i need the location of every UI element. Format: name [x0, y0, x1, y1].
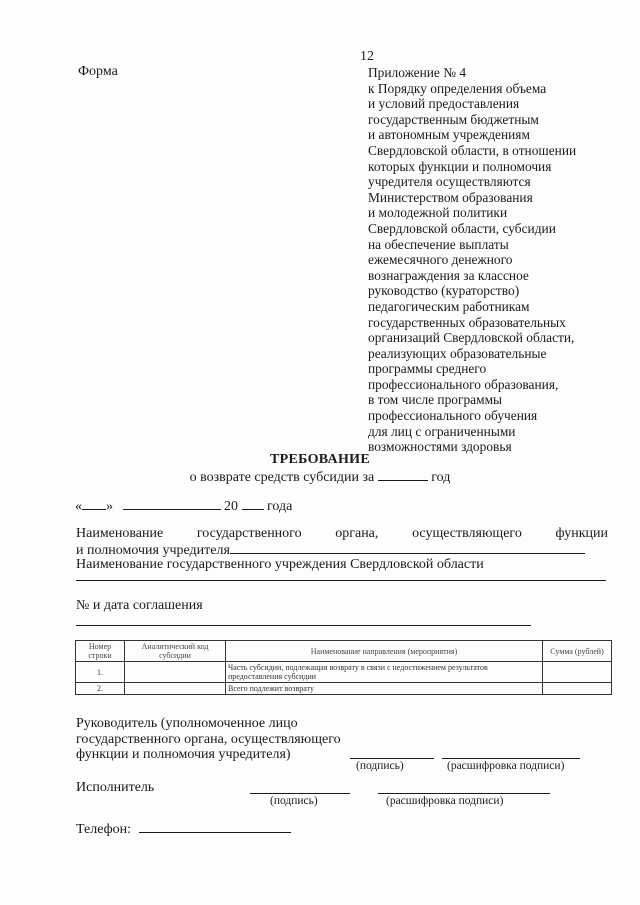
head-line: Руководитель (уполномоченное лицо: [76, 716, 298, 731]
org-continuation-text: и полномочия учредителя: [76, 543, 230, 558]
org-name-blank: [230, 541, 585, 554]
annex-line: для лиц с ограниченными: [368, 423, 516, 439]
agreement-line: [76, 625, 531, 626]
org-word: органа,: [335, 526, 379, 541]
day-blank: [82, 497, 106, 510]
annex-line: и условий предоставления: [368, 96, 520, 112]
head-line: функции и полномочия учредителя): [76, 747, 291, 762]
executor-signature-caption: (подпись): [270, 795, 318, 807]
year-suffix: года: [267, 499, 293, 514]
century-text: 20: [224, 499, 238, 514]
cell-sum: [543, 683, 612, 695]
page-number: 12: [360, 49, 374, 64]
cell-name: Всего подлежит возврату: [226, 683, 543, 695]
annex-block: [368, 65, 628, 455]
annex-line: в том числе программы: [368, 392, 503, 408]
annex-line: Министерством образования: [368, 189, 533, 205]
org-word: Наименование: [76, 526, 164, 541]
close-quote: »: [106, 499, 113, 514]
agreement-label: № и дата соглашения: [76, 598, 203, 613]
annex-line: организаций Свердловской области,: [368, 330, 575, 346]
annex-line: и молодежной политики: [368, 205, 508, 221]
annex-line: которых функции и полномочия: [368, 158, 552, 174]
col-header-sum: Сумма (рублей): [543, 641, 612, 662]
org-word: государственного: [196, 526, 302, 541]
head-signature-line: [350, 758, 434, 759]
year-digits-blank: [242, 497, 264, 510]
phone-label: Телефон:: [76, 822, 132, 837]
table-header-row: [76, 641, 612, 662]
annex-line: профессионального образования,: [368, 376, 559, 392]
table-row: [76, 662, 612, 683]
annex-line: государственным бюджетным: [368, 111, 539, 127]
executor-decoding-caption: (расшифровка подписи): [386, 795, 504, 807]
annex-line: программы среднего: [368, 361, 487, 377]
col-header-name: Наименование направления (мероприятия): [226, 641, 543, 662]
table-row: [76, 683, 612, 695]
head-block: [76, 716, 341, 763]
subtitle-prefix: о возврате средств субсидии за: [189, 470, 375, 485]
cell-number: 1.: [76, 662, 125, 683]
col-header-number: Номер строки: [76, 641, 125, 662]
cell-code: [125, 662, 226, 683]
annex-line: Свердловской области, субсидии: [368, 220, 556, 236]
institution-label: Наименование государственного учреждения Свердловской области: [76, 557, 484, 572]
executor-decoding-line: [378, 793, 550, 794]
annex-line: ежемесячного денежного: [368, 252, 513, 268]
date-line: [75, 497, 292, 515]
subtitle-suffix: год: [431, 470, 451, 485]
executor-label: Исполнитель: [76, 780, 155, 795]
open-quote: «: [75, 499, 82, 514]
phone-blank: [139, 820, 291, 833]
cell-name: Часть субсидии, подлежащая возврату в связи с недостижением результатов предоставления субсидии: [226, 662, 543, 683]
cell-code: [125, 683, 226, 695]
annex-line: педагогическим работникам: [368, 298, 530, 314]
month-blank: [123, 497, 221, 510]
annex-line: Приложение № 4: [368, 65, 467, 80]
executor-signature-line: [250, 793, 350, 794]
annex-line: возможностями здоровья: [368, 439, 512, 455]
col-header-code: Аналитический код субсидии: [125, 641, 226, 662]
cell-sum: [543, 662, 612, 683]
org-word: функции: [555, 526, 608, 541]
head-decoding-caption: (расшифровка подписи): [447, 760, 565, 772]
annex-line: учредителя осуществляются: [368, 174, 531, 190]
head-line: государственного органа, осуществляющего: [76, 731, 341, 747]
org-word: осуществляющего: [412, 526, 522, 541]
year-blank: [378, 468, 428, 481]
phone-line: [76, 820, 291, 838]
head-decoding-line: [442, 758, 580, 759]
document-title: ТРЕБОВАНИЕ: [270, 452, 370, 467]
cell-number: 2.: [76, 683, 125, 695]
annex-line: к Порядку определения объема: [368, 80, 547, 96]
annex-line: руководство (кураторство): [368, 283, 520, 299]
annex-line: вознаграждения за классное: [368, 267, 529, 283]
document-subtitle: [0, 468, 640, 486]
annex-line: Свердловской области, в отношении: [368, 142, 577, 158]
head-signature-caption: (подпись): [356, 760, 404, 772]
annex-line: реализующих образовательные: [368, 345, 547, 361]
annex-line: государственных образовательных: [368, 314, 566, 330]
annex-line: и автономным учреждениям: [368, 127, 530, 143]
form-label: Форма: [78, 64, 118, 79]
annex-line: на обеспечение выплаты: [368, 236, 509, 252]
refund-table: [75, 640, 612, 695]
org-line: [76, 526, 608, 542]
institution-name-line: [76, 580, 606, 581]
annex-line: профессионального обучения: [368, 408, 538, 424]
